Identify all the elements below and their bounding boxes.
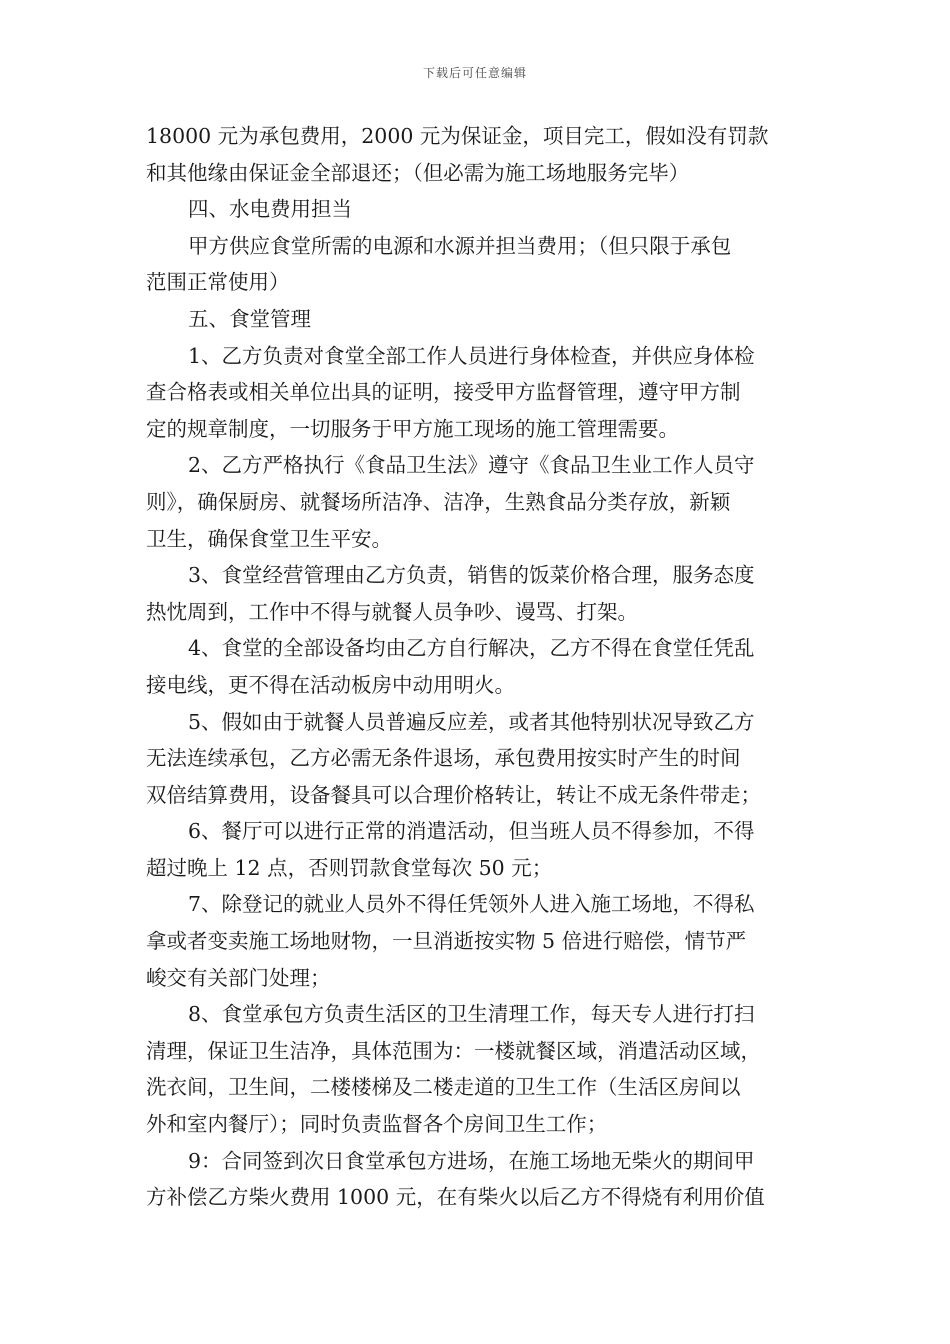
text-line: 4、食堂的全部设备均由乙方自行解决，乙方不得在食堂任凭乱 <box>188 636 755 661</box>
text-line: 洗衣间，卫生间，二楼楼梯及二楼走道的卫生工作（生活区房间以 <box>146 1075 741 1100</box>
text-line: 拿或者变卖施工场地财物，一旦消逝按实物 5 倍进行赔偿，情节严 <box>146 929 747 954</box>
text-line: 双倍结算费用，设备餐具可以合理价格转让，转让不成无条件带走； <box>146 782 761 807</box>
text-line: 和其他缘由保证金全部退还；（但必需为施工场地服务完毕） <box>146 160 690 185</box>
document-body <box>146 118 810 1216</box>
text-line: 甲方供应食堂所需的电源和水源并担当费用；（但只限于承包 <box>188 233 732 258</box>
text-line: 2、乙方严格执行《食品卫生法》遵守《食品卫生业工作人员守 <box>188 453 755 478</box>
text-line: 外和室内餐厅）；同时负责监督各个房间卫生工作； <box>146 1112 608 1137</box>
text-line: 方补偿乙方柴火费用 1000 元，在有柴火以后乙方不得烧有利用价值 <box>146 1185 765 1210</box>
text-line: 3、食堂经营管理由乙方负责，销售的饭菜价格合理，服务态度 <box>188 563 755 588</box>
text-line: 18000 元为承包费用，2000 元为保证金，项目完工，假如没有罚款 <box>146 124 769 148</box>
text-line: 五、食堂管理 <box>188 306 311 331</box>
text-line: 6、餐厅可以进行正常的消遣活动，但当班人员不得参加，不得 <box>188 819 755 844</box>
text-line: 超过晚上 12 点，否则罚款食堂每次 50 元； <box>146 855 553 880</box>
text-line: 查合格表或相关单位出具的证明，接受甲方监督管理，遵守甲方制 <box>146 380 741 405</box>
text-line: 5、假如由于就餐人员普遍反应差，或者其他特别状况导致乙方 <box>188 709 755 734</box>
page-header: 下载后可任意编辑 <box>422 66 527 80</box>
text-line: 范围正常使用） <box>146 270 290 295</box>
text-line: 9：合同签到次日食堂承包方进场，在施工场地无柴火的期间甲 <box>188 1148 755 1173</box>
text-line: 无法连续承包，乙方必需无条件退场，承包费用按实时产生的时间 <box>146 746 741 771</box>
text-line: 7、除登记的就业人员外不得任凭领外人进入施工场地，不得私 <box>188 892 755 917</box>
text-line: 1、乙方负责对食堂全部工作人员进行身体检查，并供应身体检 <box>188 343 755 368</box>
text-line: 8、食堂承包方负责生活区的卫生清理工作，每天专人进行打扫 <box>188 1002 755 1027</box>
text-line: 则》，确保厨房、就餐场所洁净、洁净，生熟食品分类存放，新颖 <box>146 489 731 514</box>
text-line: 热忱周到，工作中不得与就餐人员争吵、谩骂、打架。 <box>146 599 638 624</box>
text-line: 定的规章制度，一切服务于甲方施工现场的施工管理需要。 <box>146 416 679 441</box>
text-line: 四、水电费用担当 <box>188 197 352 222</box>
text-line: 接电线，更不得在活动板房中动用明火。 <box>146 672 515 697</box>
text-line: 卫生，确保食堂卫生平安。 <box>146 526 392 551</box>
text-line: 峻交有关部门处理； <box>146 965 331 990</box>
text-line: 清理，保证卫生洁净，具体范围为：一楼就餐区域，消遣活动区域， <box>146 1038 761 1063</box>
